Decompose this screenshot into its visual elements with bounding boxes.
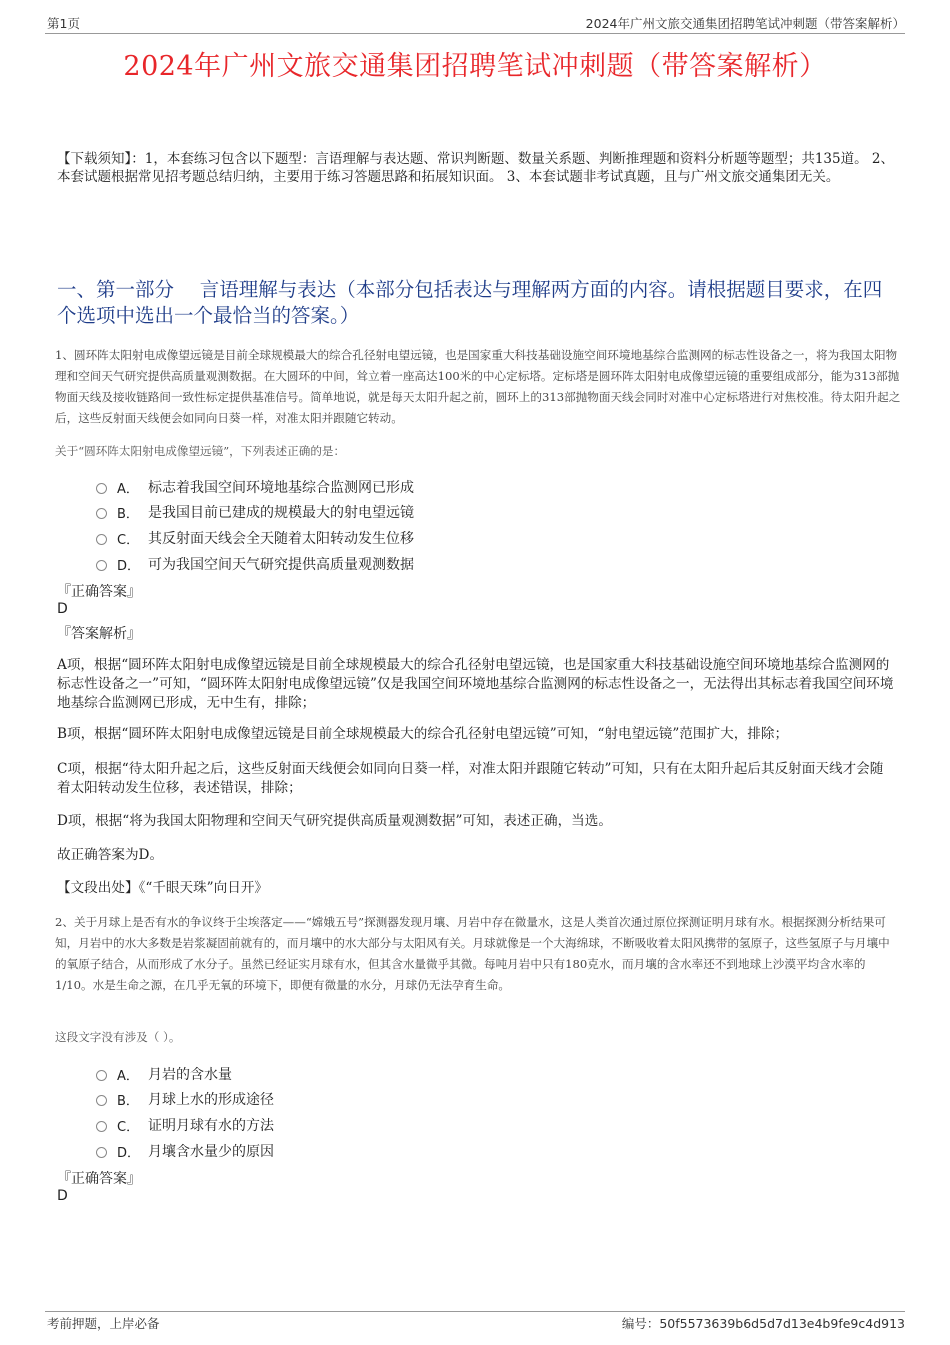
- q2-option-b[interactable]: [96, 1089, 274, 1109]
- page-number: 第1页: [47, 16, 80, 31]
- q1-analysis-d: D项，根据“将为我国太阳物理和空间天气研究提供高质量观测数据”可知，表述正确，当选。: [57, 813, 612, 829]
- q1-stem: 关于“圆环阵太阳射电成像望远镜”，下列表述正确的是：: [55, 444, 346, 458]
- q1-analysis-c: C项，根据“待太阳升起之后，这些反射面天线便会如同向日葵一样，对准太阳并跟随它转动”可知，只有在太阳升起后其反射面天线才会随着太阳转动发生位移，表述错误，排除；: [57, 761, 884, 796]
- radio-icon[interactable]: [96, 1121, 107, 1132]
- q1-analysis-b: B项，根据“圆环阵太阳射电成像望远镜是目前全球规模最大的综合孔径射电望远镜”可知，“射电望远镜”范围扩大，排除；: [57, 726, 789, 742]
- option-text: 是我国目前已建成的规模最大的射电望远镜: [148, 505, 414, 521]
- q2-answer-tag: 『正确答案』: [57, 1171, 141, 1187]
- radio-icon[interactable]: [96, 483, 107, 494]
- option-label: B．: [117, 506, 139, 522]
- q1-conclusion: 故正确答案为D。: [57, 847, 164, 863]
- option-label: B．: [117, 1093, 139, 1109]
- q1-option-c[interactable]: [96, 528, 414, 548]
- option-label: C．: [117, 1119, 140, 1135]
- q1-answer-tag: 『正确答案』: [57, 584, 141, 600]
- option-text: 月岩的含水量: [148, 1067, 232, 1083]
- q1-option-a[interactable]: [96, 477, 414, 497]
- download-notice: 【下载须知】：1，本套练习包含以下题型：言语理解与表达题、常识判断题、数量关系题、判断推理题和资料分析题等题型；共135道。 2、本套试题根据常见招考题总结归纳，主要用于练习答题思路和拓展知识面。 3、本套试题非考试真题，且与广州文旅交通集团无关。: [57, 151, 894, 185]
- footer-slogan: 考前押题，上岸必备: [47, 1316, 160, 1331]
- section-heading: 一、第一部分 言语理解与表达（本部分包括表达与理解两方面的内容。请根据题目要求，在四个选项中选出一个最恰当的答案。）: [57, 278, 883, 327]
- q2-answer: D: [57, 1188, 68, 1204]
- option-label: A．: [117, 1068, 139, 1084]
- option-label: D．: [117, 558, 141, 574]
- option-text: 标志着我国空间环境地基综合监测网已形成: [148, 480, 414, 496]
- radio-icon[interactable]: [96, 508, 107, 519]
- option-label: D．: [117, 1145, 141, 1161]
- header-doc-title: 2024年广州文旅交通集团招聘笔试冲刺题（带答案解析）: [585, 16, 905, 31]
- q2-passage: 2、关于月球上是否有水的争议终于尘埃落定——“嫦娥五号”探测器发现月壤、月岩中存在微量水，这是人类首次通过原位探测证明月球有水。根据探测分析结果可知，月岩中的水大多数是岩浆凝固前就有的，而月壤中的水大部分与太阳风有关。月球就像是一个大海绵球，不断吸收着太阳风携带的氢原子，这些氢原子与月壤中的氧原子结合，从而形成了水分子。虽然已经证实月球有水，但其含水量微乎其微。每吨月岩中只有180克水，而月壤的含水率还不到地球上沙漠平均含水率的1/10。水是生命之源，在几乎无氧的环境下，即便有微量的水分，月球仍无法孕育生命。: [55, 915, 890, 992]
- q2-option-a[interactable]: [96, 1064, 232, 1084]
- q2-option-c[interactable]: [96, 1115, 274, 1135]
- footer-serial: 编号：50f5573639b6d5d7d13e4b9fe9c4d913: [621, 1316, 905, 1331]
- q2-option-d[interactable]: [96, 1141, 274, 1161]
- option-text: 月壤含水量少的原因: [148, 1144, 274, 1160]
- q1-answer: D: [57, 601, 68, 617]
- q1-analysis-a: A项，根据“圆环阵太阳射电成像望远镜是目前全球规模最大的综合孔径射电望远镜，也是国家重大科技基础设施空间环境地基综合监测网的标志性设备之一”可知，“圆环阵太阳射电成像望远镜”仅是我国空间环境地基综合监测网的标志性设备之一，无法得出其标志着我国空间环境地基综合监测网已形成，无中生有，排除；: [57, 657, 894, 711]
- radio-icon[interactable]: [96, 1095, 107, 1106]
- option-label: C．: [117, 532, 140, 548]
- radio-icon[interactable]: [96, 560, 107, 571]
- q1-option-d[interactable]: [96, 554, 414, 574]
- q1-source: 【文段出处】《“千眼天珠”向日开》: [57, 880, 269, 896]
- option-text: 可为我国空间天气研究提供高质量观测数据: [148, 557, 414, 573]
- q1-passage: 1、圆环阵太阳射电成像望远镜是目前全球规模最大的综合孔径射电望远镜，也是国家重大科技基础设施空间环境地基综合监测网的标志性设备之一，将为我国太阳物理和空间天气研究提供高质量观测数据。在大圆环的中间，耸立着一座高达100米的中心定标塔。定标塔是圆环阵太阳射电成像望远镜的重要组成部分，能为313部抛物面天线及接收链路间一致性标定提供基准信号。简单地说，就是每天太阳升起之前，圆环上的313部抛物面天线会同时对准中心定标塔进行对焦校准。待太阳升起之后，这些反射面天线便会如同向日葵一样，对准太阳并跟随它转动。: [55, 348, 901, 425]
- footer-divider: [45, 1311, 905, 1312]
- page-title: 2024年广州文旅交通集团招聘笔试冲刺题（带答案解析）: [123, 51, 827, 82]
- radio-icon[interactable]: [96, 534, 107, 545]
- option-label: A．: [117, 481, 139, 497]
- option-text: 月球上水的形成途径: [148, 1092, 274, 1108]
- header-divider: [45, 33, 905, 34]
- radio-icon[interactable]: [96, 1147, 107, 1158]
- q1-analysis-tag: 『答案解析』: [57, 626, 141, 642]
- option-text: 证明月球有水的方法: [148, 1118, 274, 1134]
- q2-stem: 这段文字没有涉及（ ）。: [55, 1030, 181, 1044]
- q1-option-b[interactable]: [96, 502, 414, 522]
- radio-icon[interactable]: [96, 1070, 107, 1081]
- option-text: 其反射面天线会全天随着太阳转动发生位移: [148, 531, 414, 547]
